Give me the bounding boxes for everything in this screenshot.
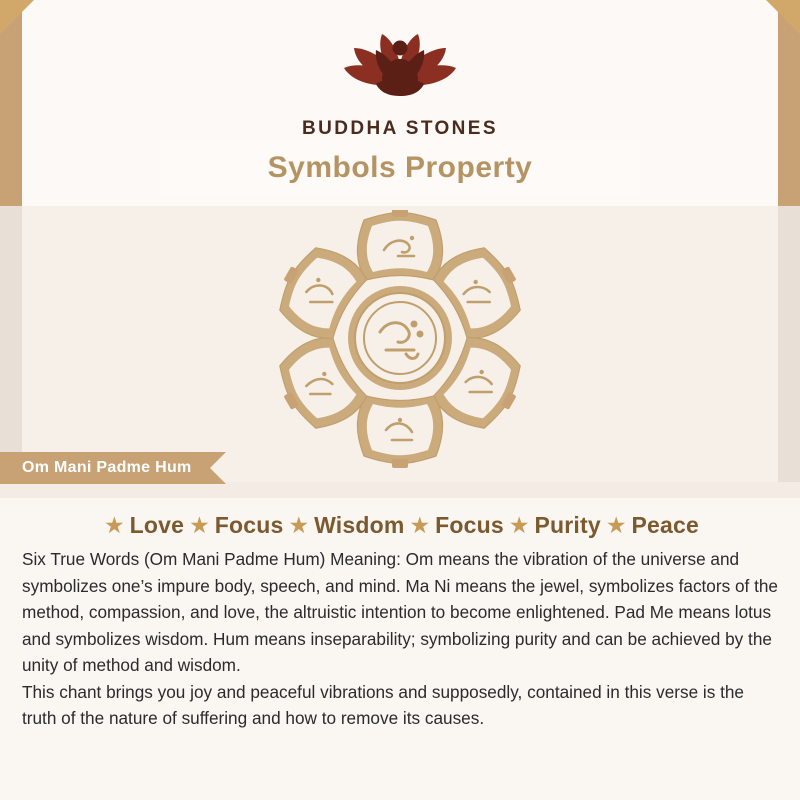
description-paragraph-2: This chant brings you joy and peaceful vibrations and supposedly, contained in this verse is the truth of the nature of suffering and how to remove its causes. xyxy=(22,681,744,728)
title-bar xyxy=(160,142,640,194)
star-icon: ★ xyxy=(409,512,431,538)
lotus-meditation-figure-icon xyxy=(310,18,490,114)
keyword-row xyxy=(0,512,800,539)
brand-name: BUDDHA STONES xyxy=(302,118,498,139)
brand-logo xyxy=(0,18,800,140)
star-icon: ★ xyxy=(605,512,627,538)
star-icon: ★ xyxy=(103,512,125,538)
keyword-focus-1: Focus xyxy=(214,512,284,538)
star-icon: ★ xyxy=(288,512,310,538)
star-icon: ★ xyxy=(508,512,530,538)
keyword-wisdom: Wisdom xyxy=(314,512,405,538)
keyword-focus-2: Focus xyxy=(435,512,504,538)
om-mani-padme-hum-ribbon xyxy=(0,452,210,484)
description-paragraph-1: Six True Words (Om Mani Padme Hum) Meaning: Om means the vibration of the universe and symbolizes one’s impure body, speech, and mind. Ma Ni means the jewel, symbolizes factors of the method, compassion, and love, the altruistic intention to become enlightened. Pad Me means lotus and symbolizes wisdom. Hum means inseparability; symbolizing purity and can be achieved by the unity of method and wisdom. xyxy=(22,549,778,675)
keyword-love: Love xyxy=(129,512,185,538)
om-mani-padme-hum-lotus-mandala-icon xyxy=(235,210,565,470)
ribbon-label: Om Mani Padme Hum xyxy=(22,459,192,476)
page-title: Symbols Property xyxy=(267,151,533,184)
description-block xyxy=(22,546,782,732)
star-icon: ★ xyxy=(189,512,210,538)
mandala-illustration xyxy=(0,210,800,470)
keyword-peace: Peace xyxy=(631,512,700,538)
keyword-purity: Purity xyxy=(534,512,601,538)
